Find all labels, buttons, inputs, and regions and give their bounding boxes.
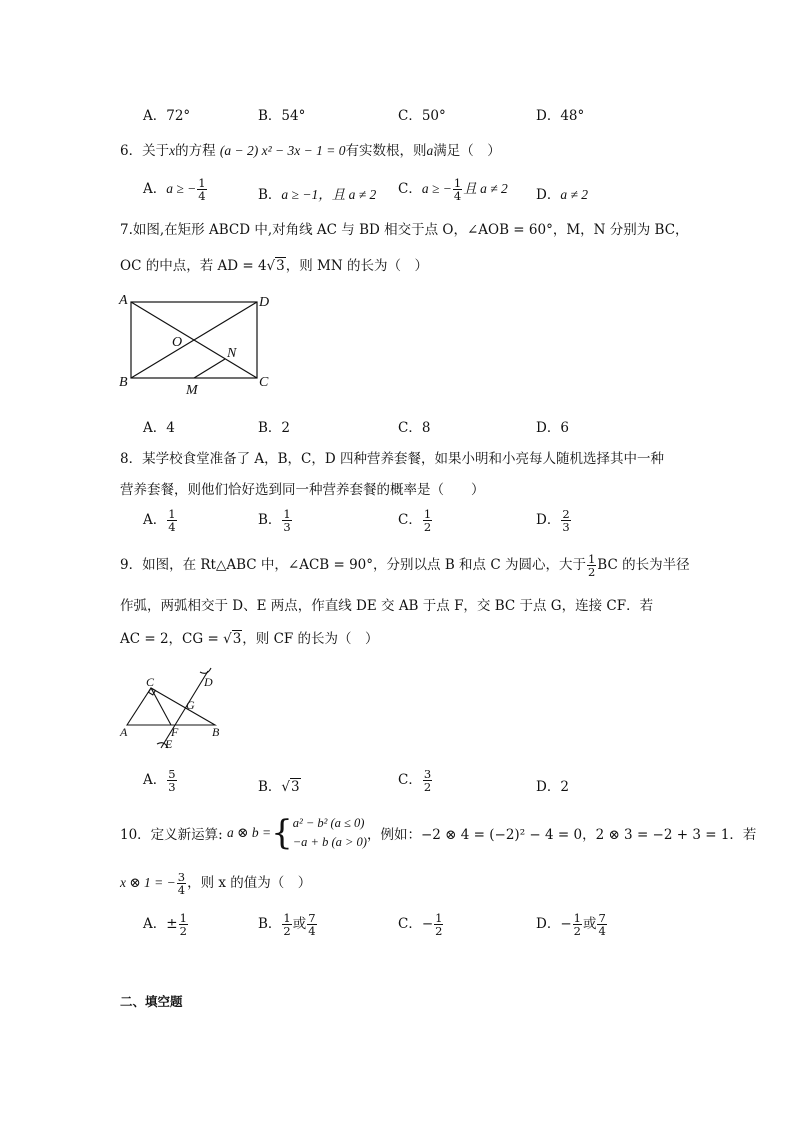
- q7-option-c: C．8: [398, 420, 431, 436]
- q5-option-c: C．50°: [398, 108, 446, 124]
- q6-option-c: C．a ≥ − $\frac{1}{4}$ 且 a ≠ 2: [398, 176, 508, 204]
- q10-option-d: D．− $\frac{1}{2}$ 或 $\frac{7}{4}$: [536, 911, 606, 939]
- q7-stem-line2: OC 的中点，若 AD = 4√3，则 MN 的长为（ ）: [120, 258, 428, 274]
- q9-stem-line2: 作弧，两弧相交于 D、E 两点，作直线 DE 交 AB 于点 F，交 BC 于点 G，连接 CF．若: [120, 598, 654, 614]
- q8-option-a: A． $\frac{1}{4}$: [143, 507, 176, 535]
- q5-option-b: B．54°: [258, 108, 306, 124]
- q8-stem-line1: 8．某学校食堂准备了 A，B，C，D 四种营养套餐，如果小明和小亮每人随机选择其中一种: [120, 451, 664, 467]
- q7-stem-line1: 7.如图,在矩形 ABCD 中,对角线 AC 与 BD 相交于点 O，∠AOB = 60°，M，N 分别为 BC，: [120, 222, 689, 238]
- q6-option-d: D．a ≠ 2: [536, 187, 588, 203]
- q9-option-b: B．√3: [258, 779, 300, 795]
- q8-option-d: D． $\frac{2}{3}$: [536, 507, 570, 535]
- q8-stem-line2: 营养套餐，则他们恰好选到同一种营养套餐的概率是（ ）: [120, 482, 485, 498]
- arc-d: [200, 668, 211, 673]
- q10-option-a: A．± $\frac{1}{2}$: [143, 911, 187, 939]
- q8-option-b: B． $\frac{1}{3}$: [258, 507, 291, 535]
- q10-option-c: C．− $\frac{1}{2}$: [398, 911, 443, 939]
- q6-stem: 6．关于x的方程 (a − 2) x² − 3x − 1 = 0有实数根，则a满足（ ）: [120, 143, 501, 159]
- q6-option-a: A．a ≥ − $\frac{1}{4}$: [143, 176, 206, 204]
- label-f: F: [171, 725, 179, 739]
- q7-rectangle-figure: [115, 290, 285, 400]
- label-n: N: [227, 346, 237, 361]
- q9-option-d: D．2: [536, 779, 569, 795]
- q9-option-a: A． $\frac{5}{3}$: [143, 767, 176, 795]
- segment-mn: [194, 359, 225, 378]
- q7-option-d: D．6: [536, 420, 569, 436]
- label-e: E: [165, 737, 173, 751]
- q9-stem-line3: AC = 2，CG = √3，则 CF 的长为（ ）: [120, 631, 379, 647]
- q8-option-c: C． $\frac{1}{2}$: [398, 507, 432, 535]
- q5-option-d: D．48°: [536, 108, 585, 124]
- q6-option-b: B．a ≥ −1，且 a ≠ 2: [258, 187, 377, 203]
- label-g: G: [186, 698, 195, 712]
- label-a: A: [119, 293, 128, 308]
- label-c: C: [259, 375, 269, 390]
- label-d: D: [204, 675, 213, 689]
- q9-triangle-figure: [115, 666, 235, 756]
- q10-stem-line2: x ⊗ 1 = − $\frac{3}{4}$ ，则 x 的值为（ ）: [120, 870, 312, 898]
- label-m: M: [186, 383, 198, 398]
- q10-stem-line1: 10．定义新运算: a ⊗ b = { a² − b² (a ≤ 0) −a + b (a > 0) ，例如：−2 ⊗ 4 = (−2)² − 4 = 0，2 ⊗ 3 = −2 + 3 = 1．若: [120, 812, 757, 853]
- label-b: B: [212, 725, 220, 739]
- label-d: D: [259, 295, 270, 310]
- triangle-abc: [127, 688, 215, 725]
- section-heading-fill-in: 二、填空题: [120, 994, 183, 1009]
- label-a: A: [120, 725, 128, 739]
- piecewise-cases: a² − b² (a ≤ 0) −a + b (a > 0): [292, 816, 367, 849]
- label-b: B: [119, 375, 128, 390]
- q5-option-a: A．72°: [143, 108, 191, 124]
- q9-option-c: C． $\frac{3}{2}$: [398, 767, 432, 795]
- label-c: C: [146, 675, 155, 689]
- label-o: O: [172, 335, 183, 350]
- piecewise-brace: {: [271, 812, 293, 853]
- q10-option-b: B． $\frac{1}{2}$ 或 $\frac{7}{4}$: [258, 911, 316, 939]
- q9-stem-line1: 9．如图，在 Rt△ABC 中，∠ACB = 90°，分别以点 B 和点 C 为圆心，大于 $\frac{1}{2}$ BC 的长为半径: [120, 552, 690, 580]
- q7-option-b: B．2: [258, 420, 291, 436]
- q7-option-a: A．4: [143, 420, 175, 436]
